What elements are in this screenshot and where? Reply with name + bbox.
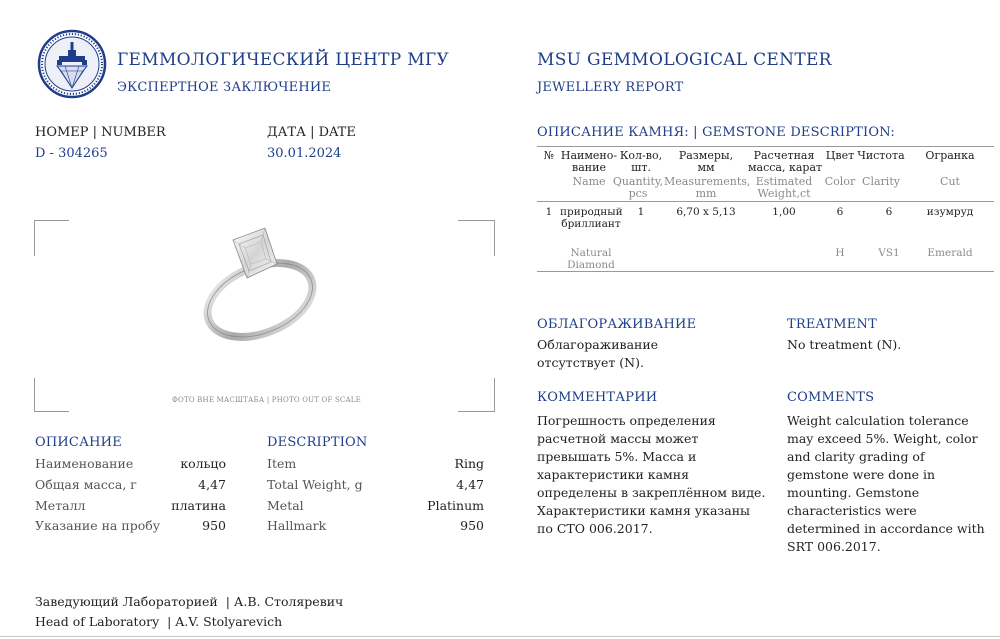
gem-th-name-en: Name <box>572 175 606 188</box>
desc-ru-value-hallmark: 950 <box>202 518 226 533</box>
gem-th-qty-en: Quantity, pcs <box>612 175 664 200</box>
treatment-heading-ru: ОБЛАГОРАЖИВАНИЕ <box>537 317 697 332</box>
date-label: ДАТА | DATE <box>267 125 356 140</box>
number-label: НОМЕР | NUMBER <box>35 125 166 140</box>
desc-ru-label-weight: Общая масса, г <box>35 477 137 492</box>
desc-ru-value-weight: 4,47 <box>198 477 226 492</box>
gem-th-clarity-en: Clarity <box>862 175 900 188</box>
desc-ru-value-item: кольцо <box>180 456 226 471</box>
gem-cell-clarity-en: VS1 <box>878 247 900 259</box>
comments-text-ru: Погрешность определения расчетной массы может превышать 5%. Масса и характеристики камня определены в закреплённом виде. Характеристики камня указаны по СТО 006.2017. <box>537 413 766 536</box>
gem-table-top-rule <box>537 146 994 147</box>
date-value: 30.01.2024 <box>267 146 342 161</box>
desc-en-value-metal: Platinum <box>427 498 484 513</box>
desc-en-label-hallmark: Hallmark <box>267 518 327 533</box>
signature-line-ru: Заведующий Лабораторией | А.В. Столяревич <box>35 594 344 609</box>
gem-th-qty: Кол-во, шт. <box>619 149 663 174</box>
gem-th-color: Цвет <box>825 149 855 162</box>
gem-cell-clarity: 6 <box>885 206 893 218</box>
gem-cell-size: 6,70 х 5,13 <box>676 206 736 218</box>
msu-logo <box>37 26 107 102</box>
gem-table-header-rule <box>537 201 994 202</box>
msu-emblem-icon <box>37 26 107 102</box>
comments-heading-ru: КОММЕНТАРИИ <box>537 390 658 405</box>
signature-line-en: Head of Laboratory | A.V. Stolyarevich <box>35 614 283 629</box>
gem-cell-no: 1 <box>545 206 553 218</box>
center-title-ru: ГЕММОЛОГИЧЕСКИЙ ЦЕНТР МГУ <box>117 50 450 70</box>
gem-th-color-en: Color <box>824 175 856 188</box>
gem-th-clarity: Чистота <box>857 149 905 162</box>
number-value: D - 304265 <box>35 146 108 161</box>
report-subtitle-en: JEWELLERY REPORT <box>537 80 684 95</box>
desc-ru-value-metal: платина <box>171 498 226 513</box>
gem-th-size: Размеры, мм <box>678 149 734 174</box>
gem-table-bottom-rule <box>537 271 994 272</box>
center-title-en: MSU GEMMOLOGICAL CENTER <box>537 50 832 70</box>
desc-en-value-hallmark: 950 <box>460 518 484 533</box>
desc-en-value-weight: 4,47 <box>456 477 484 492</box>
desc-ru-label-hallmark: Указание на пробу <box>35 518 161 533</box>
gemstone-heading: ОПИСАНИЕ КАМНЯ: | GEMSTONE DESCRIPTION: <box>537 125 895 140</box>
gem-th-weight: Расчетная масса, карат <box>748 149 823 174</box>
ring-image <box>195 222 325 342</box>
gem-cell-cut-en: Emerald <box>927 247 973 259</box>
description-heading-en: DESCRIPTION <box>267 435 368 450</box>
frame-corner-tr <box>458 220 495 256</box>
gem-cell-name: природный бриллиант <box>560 206 623 230</box>
gem-cell-weight: 1,00 <box>772 206 796 218</box>
desc-en-value-item: Ring <box>454 456 484 471</box>
frame-corner-tl <box>34 220 69 256</box>
gem-th-cut: Огранка <box>925 149 975 162</box>
gem-th-size-en: Measurements, mm <box>664 175 751 200</box>
desc-en-label-weight: Total Weight, g <box>267 477 363 492</box>
comments-heading-en: COMMENTS <box>787 390 875 405</box>
comments-text-en: Weight calculation tolerance may exceed 5%. Weight, color and clarity grading of gemstone were done in mounting. Gemstone characteristics were determined in accordance with SRT 006.2017. <box>787 413 985 554</box>
gem-th-no: № <box>543 149 555 162</box>
desc-en-label-metal: Metal <box>267 498 304 513</box>
gem-cell-color-en: H <box>835 247 845 259</box>
gem-cell-cut: изумруд <box>926 206 974 218</box>
report-subtitle-ru: ЭКСПЕРТНОЕ ЗАКЛЮЧЕНИЕ <box>117 80 332 95</box>
gem-th-cut-en: Cut <box>940 175 960 188</box>
desc-en-label-item: Item <box>267 456 297 471</box>
treatment-text-en: No treatment (N). <box>787 337 902 352</box>
ring-photo <box>195 222 325 342</box>
gem-cell-qty: 1 <box>637 206 645 218</box>
footer-rule <box>0 636 1000 637</box>
gem-cell-color: 6 <box>836 206 844 218</box>
description-heading-ru: ОПИСАНИЕ <box>35 435 122 450</box>
desc-ru-label-item: Наименование <box>35 456 134 471</box>
desc-ru-label-metal: Металл <box>35 498 86 513</box>
gem-th-weight-en: Estimated Weight,ct <box>755 175 813 200</box>
treatment-text-ru: Облагораживание отсутствует (N). <box>537 337 659 370</box>
frame-corner-br <box>458 378 495 412</box>
photo-caption: ФОТО ВНЕ МАСШТАБА | PHOTO OUT OF SCALE <box>172 396 361 404</box>
treatment-heading-en: TREATMENT <box>787 317 877 332</box>
gem-th-name: Наимено- вание <box>560 149 618 174</box>
frame-corner-bl <box>34 378 69 412</box>
gem-cell-name-en: Natural Diamond <box>567 247 615 271</box>
